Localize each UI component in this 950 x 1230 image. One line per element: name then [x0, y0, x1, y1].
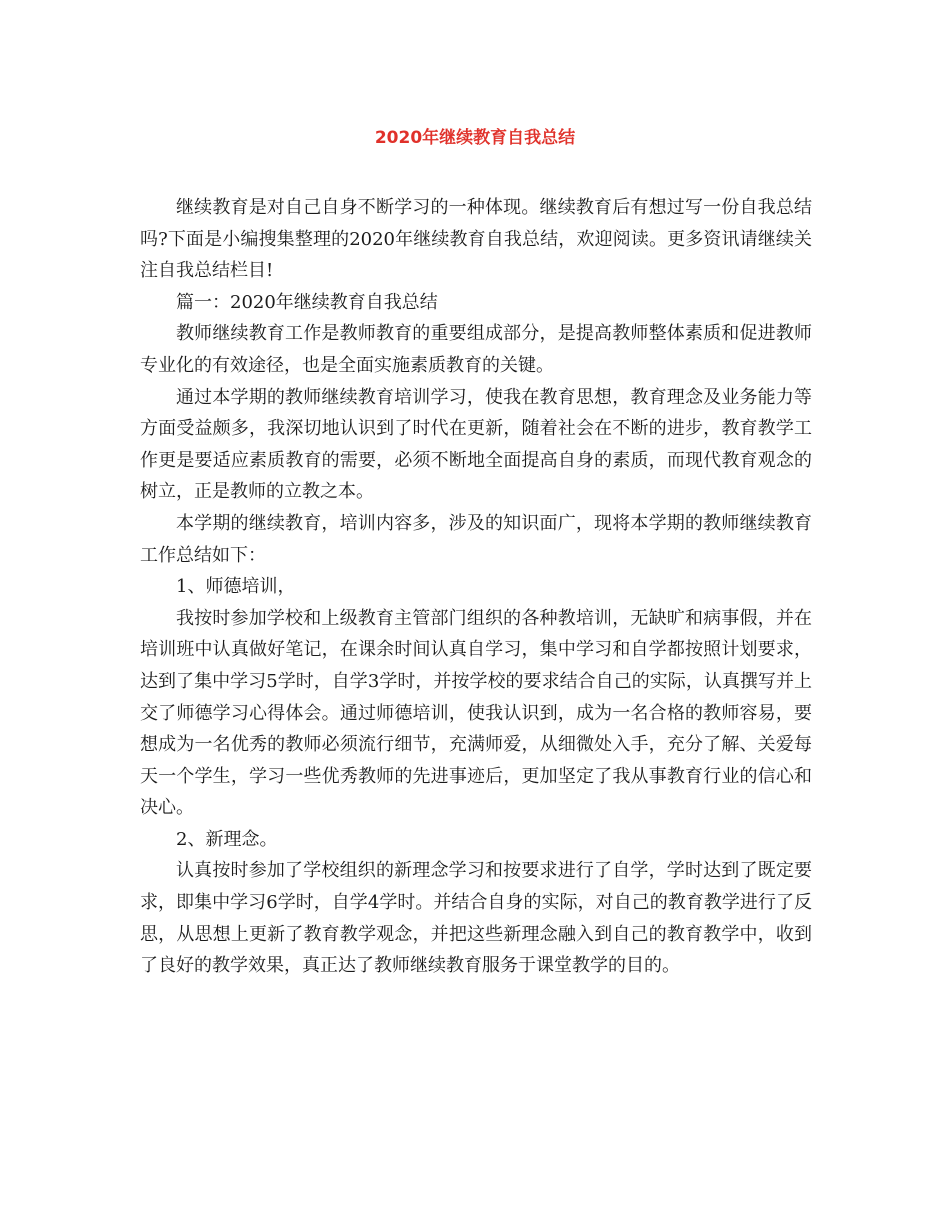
document-title: 2020年继续教育自我总结 — [374, 128, 576, 148]
intro-paragraph: 继续教育是对自己自身不断学习的一种体现。继续教育后有想过写一份自我总结吗?下面是小编搜集整理的2020年继续教育自我总结，欢迎阅读。更多资讯请继续关注自我总结栏目! — [140, 197, 812, 282]
body-paragraph: 本学期的继续教育，培训内容多，涉及的知识面广，现将本学期的教师继续教育工作总结如下： — [140, 512, 812, 566]
body-paragraph: 我按时参加学校和上级教育主管部门组织的各种教培训，无缺旷和病事假，并在培训班中认真做好笔记，在课余时间认真自学习，集中学习和自学都按照计划要求，达到了集中学习5学时，自学3学时，并按学校的要求结合自己的实际，认真撰写并上交了师德学习心得体会。通过师德培训，使我认识到，成为一名合格的教师容易，要想成为一名优秀的教师必须流行细节，充满师爱，从细微处入手，充分了解、关爱每天一个学生，学习一些优秀教师的先进事迹后，更加坚定了我从事教育行业的信心和决心。 — [140, 607, 812, 819]
body-paragraph: 通过本学期的教师继续教育培训学习，使我在教育思想，教育理念及业务能力等方面受益颇多，我深切地认识到了时代在更新，随着社会在不断的进步，教育教学工作更是要适应素质教育的需要，必须不断地全面提高自身的素质，而现代教育观念的树立，正是教师的立教之本。 — [140, 386, 812, 503]
body-paragraph: 教师继续教育工作是教师教育的重要组成部分，是提高教师整体素质和促进教师专业化的有效途径，也是全面实施素质教育的关键。 — [140, 323, 812, 376]
document-body — [140, 192, 812, 982]
section-heading-new-concepts: 2、新理念。 — [176, 828, 278, 850]
section-heading-ethics-training: 1、师德培训， — [176, 576, 296, 598]
section-heading-part-one: 篇一：2020年继续教育自我总结 — [176, 291, 438, 313]
body-paragraph: 认真按时参加了学校组织的新理念学习和按要求进行了自学，学时达到了既定要求，即集中学习6学时，自学4学时。并结合自身的实际，对自己的教育教学进行了反思，从思想上更新了教育教学观念，并把这些新理念融入到自己的教育教学中，收到了良好的教学效果，真正达了教师继续教育服务于课堂教学的目的。 — [140, 860, 812, 977]
